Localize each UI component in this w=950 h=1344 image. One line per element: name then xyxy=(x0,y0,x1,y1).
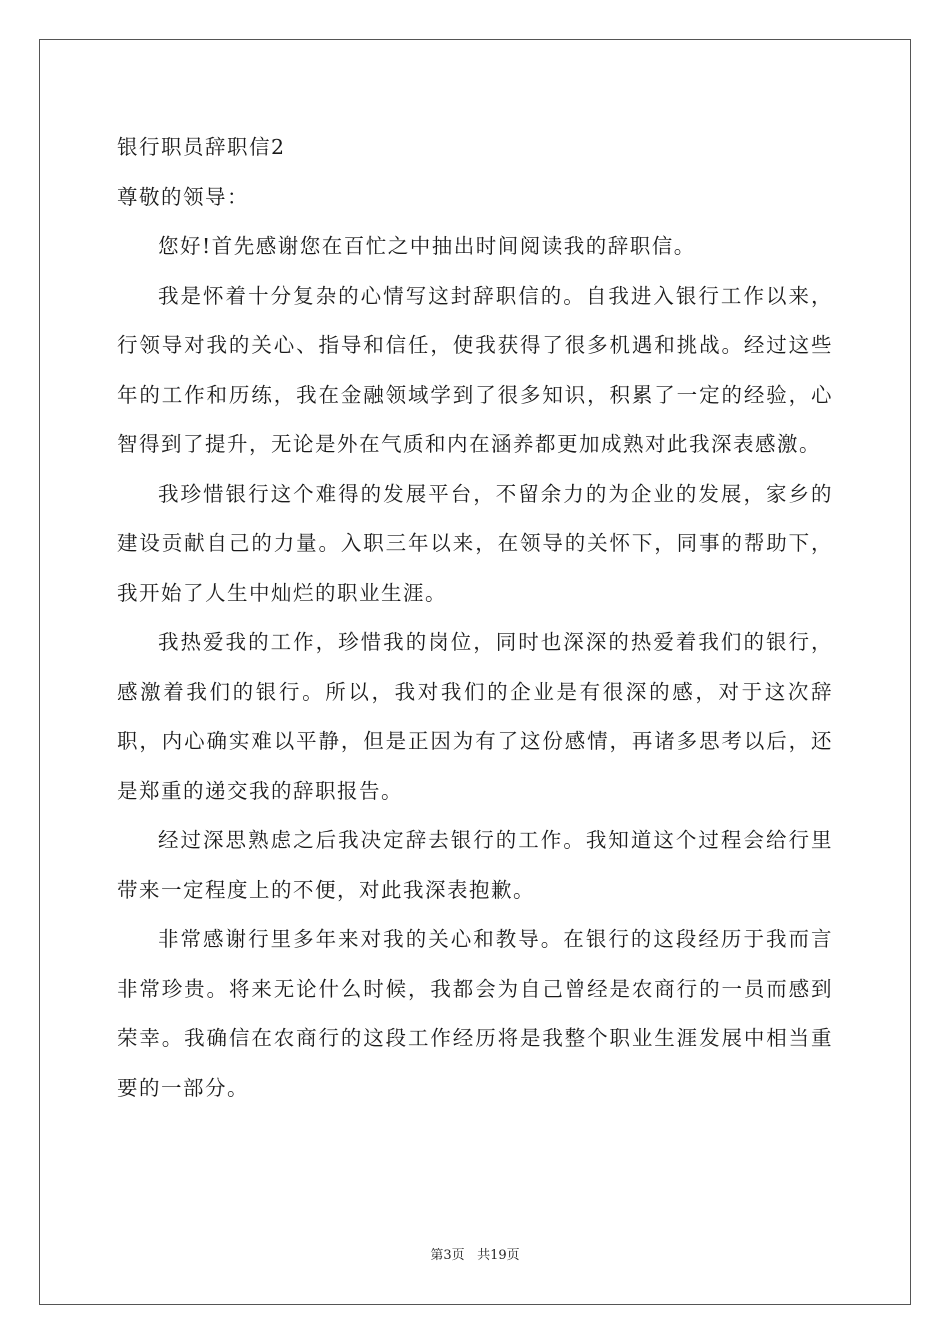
page-footer xyxy=(0,1244,950,1263)
salutation: 尊敬的领导： xyxy=(117,184,249,209)
paragraph-affection: 我热爱我的工作，珍惜我的岗位，同时也深深的热爱着我们的银行，感激着我们的银行。所以，我对我们的企业是有很深的感，对于这次辞职，内心确实难以平静，但是正因为有了这份感情，再诸多思考以后，还是郑重的递交我的辞职报告。 xyxy=(117,630,833,803)
paragraph-decision: 经过深思熟虑之后我决定辞去银行的工作。我知道这个过程会给行里带来一定程度上的不便，对此我深表抱歉。 xyxy=(117,828,833,902)
page-number: 第3页 xyxy=(430,1248,465,1263)
document-body xyxy=(117,123,833,1113)
paragraph-platform: 我珍惜银行这个难得的发展平台，不留余力的为企业的发展，家乡的建设贡献自己的力量。入职三年以来，在领导的关怀下，同事的帮助下，我开始了人生中灿烂的职业生涯。 xyxy=(117,481,833,605)
paragraph-thanks: 非常感谢行里多年来对我的关心和教导。在银行的这段经历于我而言非常珍贵。将来无论什么时候，我都会为自己曾经是农商行的一员而感到荣幸。我确信在农商行的这段工作经历将是我整个职业生涯发展中相当重要的一部分。 xyxy=(117,927,833,1100)
page-total: 共19页 xyxy=(477,1248,520,1263)
document-title: 银行职员辞职信2 xyxy=(117,135,286,159)
paragraph-gratitude: 我是怀着十分复杂的心情写这封辞职信的。自我进入银行工作以来，行领导对我的关心、指导和信任，使我获得了很多机遇和挑战。经过这些年的工作和历练，我在金融领域学到了很多知识，积累了一定的经验，心智得到了提升，无论是外在气质和内在涵养都更加成熟对此我深表感激。 xyxy=(117,283,833,456)
paragraph-greeting: 您好!首先感谢您在百忙之中抽出时间阅读我的辞职信。 xyxy=(158,234,696,258)
